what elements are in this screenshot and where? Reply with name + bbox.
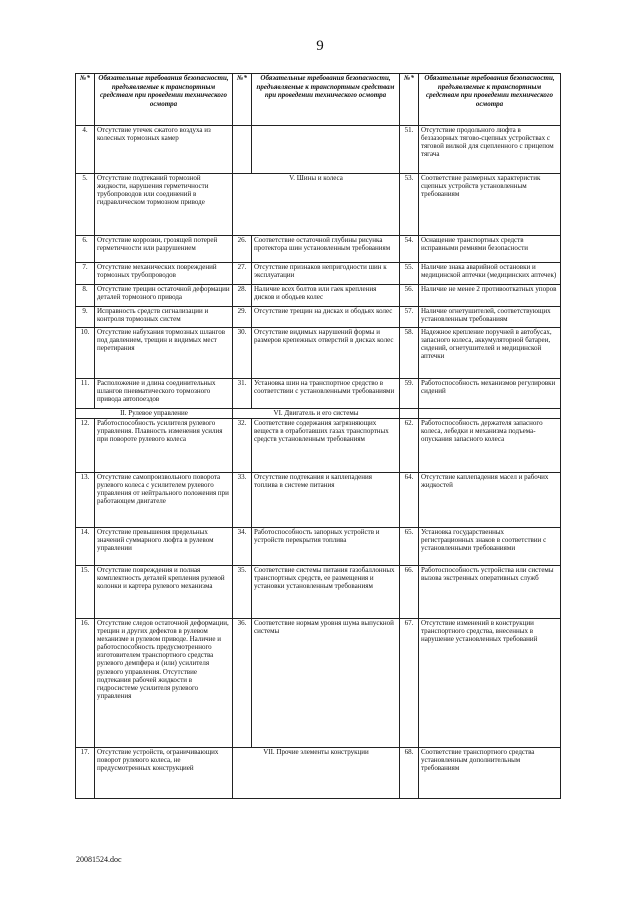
header-num-3: №* — [400, 74, 419, 126]
item-requirement: Отсутствие продольного люфта в беззазорных тягово-сцепных устройствах с тяговой вилкой для сцепленного с прицепом тягача — [419, 126, 561, 174]
header-num-1: №* — [76, 74, 95, 126]
item-number: 16. — [76, 619, 95, 748]
table-row — [76, 419, 561, 473]
table-row — [76, 473, 561, 528]
item-number: 67. — [400, 619, 419, 748]
item-requirement: Отсутствие повреждения и полная комплектность деталей крепления рулевой колонки и картера рулевого механизма — [95, 566, 233, 619]
item-number: 6. — [76, 236, 95, 263]
table-row — [76, 236, 561, 263]
item-requirement — [419, 409, 561, 419]
table-row — [76, 619, 561, 748]
item-requirement: Работоспособность устройства или системы вызова экстренных оперативных служб — [419, 566, 561, 619]
item-number: 10. — [76, 328, 95, 379]
item-number: 8. — [76, 285, 95, 307]
item-requirement: Исправность средств сигнализации и контроля тормозных систем — [95, 307, 233, 328]
item-requirement: Отсутствие механических повреждений тормозных трубопроводов — [95, 263, 233, 285]
item-number: 5. — [76, 174, 95, 236]
item-requirement: Надежное крепление поручней в автобусах, запасного колеса, аккумуляторной батареи, сидений, огнетушителей и медицинской аптечки — [419, 328, 561, 379]
item-requirement: Работоспособность запорных устройств и устройств перекрытия топлива — [252, 528, 400, 566]
table-row — [76, 328, 561, 379]
table-row — [76, 566, 561, 619]
item-number: 59. — [400, 379, 419, 409]
item-number: 13. — [76, 473, 95, 528]
item-requirement: Отсутствие самопроизвольного поворота рулевого колеса с усилителем рулевого управления от нейтрального положения при работающем двигателе — [95, 473, 233, 528]
section-heading: II. Рулевое управление — [76, 409, 233, 419]
item-number: 14. — [76, 528, 95, 566]
item-requirement: Отсутствие подтеканий тормозной жидкости, нарушения герметичности трубопроводов или соединений в гидравлическом тормозном приводе — [95, 174, 233, 236]
item-requirement: Отсутствие трещин на дисках и ободьях колес — [252, 307, 400, 328]
item-number: 7. — [76, 263, 95, 285]
footer-filename: 20081524.doc — [76, 855, 122, 864]
item-number: 51. — [400, 126, 419, 174]
item-number: 66. — [400, 566, 419, 619]
item-number: 33. — [233, 473, 252, 528]
item-requirement: Расположение и длина соединительных шлангов пневматического тормозного привода автопоездов — [95, 379, 233, 409]
header-requirements-2: Обязательные требования безопасности, предъявляемые к транспортным средствам при проведении технического осмотра — [252, 74, 400, 126]
item-number: 9. — [76, 307, 95, 328]
item-requirement: Отсутствие превышения предельных значений суммарного люфта в рулевом управлении — [95, 528, 233, 566]
table-row — [76, 379, 561, 409]
item-requirement: Отсутствие утечек сжатого воздуха из колесных тормозных камер — [95, 126, 233, 174]
item-requirement: Работоспособность механизмов регулировки сидений — [419, 379, 561, 409]
item-requirement: Работоспособность держателя запасного колеса, лебедки и механизма подъема-опускания запасного колеса — [419, 419, 561, 473]
item-requirement: Соответствие нормам уровня шума выпускной системы — [252, 619, 400, 748]
item-requirement: Установка шин на транспортное средство в соответствии с установленными требованиями — [252, 379, 400, 409]
item-number: 57. — [400, 307, 419, 328]
item-number: 15. — [76, 566, 95, 619]
table-row — [76, 528, 561, 566]
item-requirement: Отсутствие подтекания и каплепадения топлива в системе питания — [252, 473, 400, 528]
item-requirement: Соответствие содержания загрязняющих веществ в отработавших газах транспортных средств установленным требованиям — [252, 419, 400, 473]
table-header-row — [76, 74, 561, 126]
section-heading: VII. Прочие элементы конструкции — [233, 748, 400, 799]
section-heading: VI. Двигатель и его системы — [233, 409, 400, 419]
item-requirement: Отсутствие трещин остаточной деформации деталей тормозного привода — [95, 285, 233, 307]
item-number: 17. — [76, 748, 95, 799]
header-requirements-1: Обязательные требования безопасности, предъявляемые к транспортным средствам при проведении технического осмотра — [95, 74, 233, 126]
item-number: 4. — [76, 126, 95, 174]
item-requirement: Отсутствие следов остаточной деформации, трещин и других дефектов в рулевом механизме и рулевом приводе. Наличие и работоспособность предусмотренного изготовителем транспортного средства рулевого демпфера и (или) усилителя рулевого управления. Отсутствие подтекания рабочей жидкости в гидросистеме усилителя рулевого управления — [95, 619, 233, 748]
table-row — [76, 409, 561, 419]
table-row — [76, 307, 561, 328]
item-number: 54. — [400, 236, 419, 263]
item-requirement: Соответствие размерных характеристик сцепных устройств установленным требованиям — [419, 174, 561, 236]
table-row — [76, 285, 561, 307]
item-number: 56. — [400, 285, 419, 307]
item-requirement — [252, 126, 400, 174]
item-number: 62. — [400, 419, 419, 473]
item-number: 64. — [400, 473, 419, 528]
item-requirement: Отсутствие каплепадения масел и рабочих жидкостей — [419, 473, 561, 528]
item-requirement: Соответствие остаточной глубины рисунка протектора шин установленным требованиям — [252, 236, 400, 263]
item-number: 65. — [400, 528, 419, 566]
item-requirement: Наличие всех болтов или гаек крепления дисков и ободьев колес — [252, 285, 400, 307]
item-requirement: Отсутствие видимых нарушений формы и размеров крепежных отверстий в дисках колес — [252, 328, 400, 379]
item-number — [400, 409, 419, 419]
table-row — [76, 126, 561, 174]
item-number: 68. — [400, 748, 419, 799]
item-requirement: Наличие огнетушителей, соответствующих установленным требованиям — [419, 307, 561, 328]
item-requirement: Отсутствие устройств, ограничивающих поворот рулевого колеса, не предусмотренных конструкцией — [95, 748, 233, 799]
item-number: 31. — [233, 379, 252, 409]
item-number: 30. — [233, 328, 252, 379]
item-number: 58. — [400, 328, 419, 379]
item-requirement: Отсутствие коррозии, грозящей потерей герметичности или разрушением — [95, 236, 233, 263]
header-num-2: №* — [233, 74, 252, 126]
item-number: 11. — [76, 379, 95, 409]
table-row — [76, 263, 561, 285]
item-requirement: Наличие знака аварийной остановки и медицинской аптечки (медицинских аптечек) — [419, 263, 561, 285]
item-requirement: Установка государственных регистрационных знаков в соответствии с установленными требованиями — [419, 528, 561, 566]
table-row — [76, 174, 561, 236]
item-requirement: Отсутствие признаков непригодности шин к эксплуатации — [252, 263, 400, 285]
item-number: 27. — [233, 263, 252, 285]
table-row — [76, 748, 561, 799]
item-requirement: Отсутствие набухания тормозных шлангов под давлением, трещин и видимых мест перетирания — [95, 328, 233, 379]
item-requirement: Работоспособность усилителя рулевого управления. Плавность изменения усилия при повороте рулевого колеса — [95, 419, 233, 473]
requirements-table — [75, 73, 561, 799]
item-number: 32. — [233, 419, 252, 473]
item-number — [233, 126, 252, 174]
item-number: 29. — [233, 307, 252, 328]
item-number: 28. — [233, 285, 252, 307]
page-number: 9 — [316, 38, 324, 54]
item-number: 53. — [400, 174, 419, 236]
item-requirement: Соответствие транспортного средства установленным дополнительным требованиям — [419, 748, 561, 799]
item-number: 55. — [400, 263, 419, 285]
item-requirement: Оснащение транспортных средств исправными ремнями безопасности — [419, 236, 561, 263]
item-number: 35. — [233, 566, 252, 619]
header-requirements-3: Обязательные требования безопасности, предъявляемые к транспортным средствам при проведении технического осмотра — [419, 74, 561, 126]
item-requirement: Отсутствие изменений в конструкции транспортного средства, внесенных в нарушение установленных требований — [419, 619, 561, 748]
item-requirement: Наличие не менее 2 противооткатных упоров — [419, 285, 561, 307]
item-requirement: Соответствие системы питания газобаллонных транспортных средств, ее размещения и установки установленным требованиям — [252, 566, 400, 619]
section-heading: V. Шины и колеса — [233, 174, 400, 236]
item-number: 36. — [233, 619, 252, 748]
item-number: 12. — [76, 419, 95, 473]
item-number: 34. — [233, 528, 252, 566]
item-number: 26. — [233, 236, 252, 263]
